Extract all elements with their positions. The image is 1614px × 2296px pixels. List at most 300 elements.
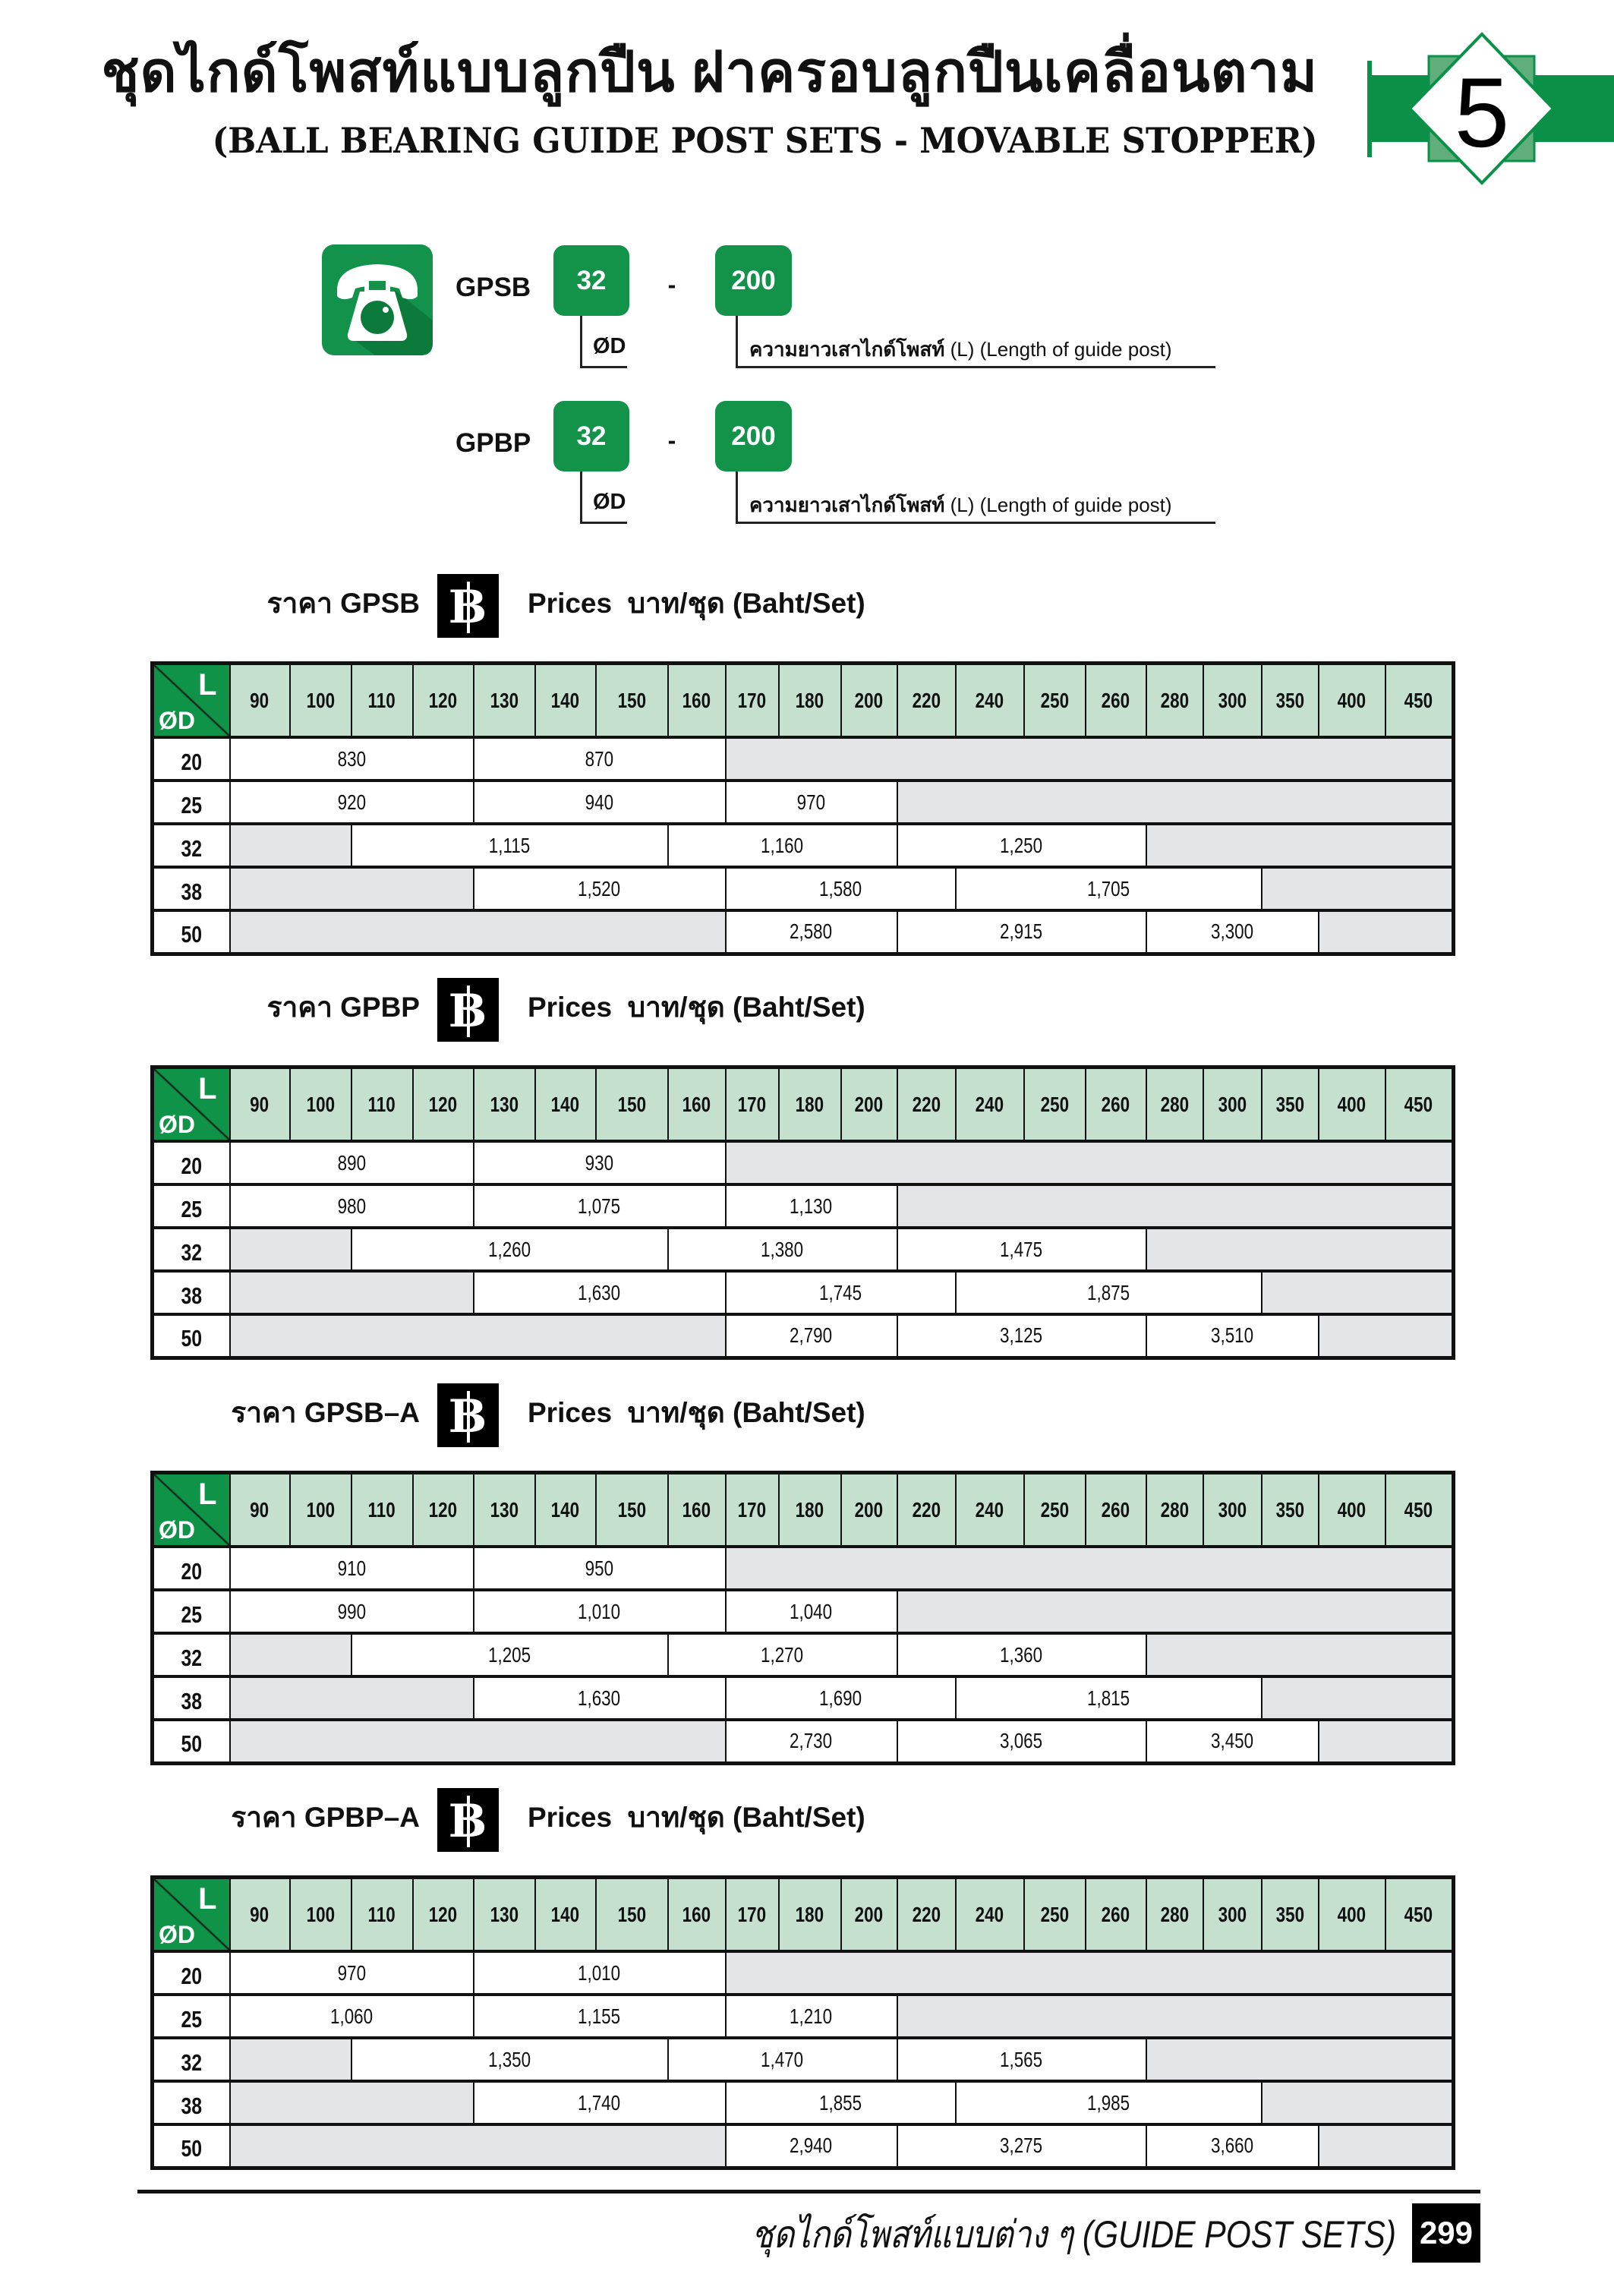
table-header-row [153,664,1454,738]
prices-label: Prices [528,588,613,619]
length-value: 100 [306,1497,335,1522]
svg-text:B: B [448,581,487,634]
table-row [153,1995,1454,2038]
length-value: 150 [617,1497,646,1522]
diameter-cell [153,2081,230,2124]
length-value: 120 [428,1092,458,1116]
length-header-cell [596,664,668,738]
length-header-cell [351,1068,413,1142]
length-header-cell [290,1068,351,1142]
table-row [153,1547,1454,1590]
diameter-cell [153,1547,230,1590]
price-value: 2,940 [790,2134,833,2158]
table-row [153,1676,1454,1720]
price-cell [726,2124,897,2168]
length-value: 130 [490,1497,519,1522]
price-cell [474,2081,726,2124]
price-value: 1,855 [818,2090,862,2115]
section-number: 5 [1454,57,1510,168]
unavailable-cell [1319,1314,1454,1358]
svg-text:B: B [448,985,487,1038]
unavailable-cell [230,2081,474,2124]
price-cell [726,1314,897,1358]
unit-label: บาท/ชุด (Baht/Set) [627,1802,865,1833]
price-cell [230,737,474,781]
length-value: 200 [854,1902,884,1926]
price-value: 1,520 [578,876,621,900]
diameter-value: 32 [181,1238,203,1266]
diameter-value: 50 [181,921,203,948]
diameter-cell [153,1676,230,1720]
corner-header-cell [153,664,230,738]
length-header-cell [1262,1878,1319,1952]
diameter-cell [153,1141,230,1184]
length-header-cell [1319,1068,1385,1142]
price-cell [897,1633,1146,1676]
diameter-leader-line [580,472,582,524]
length-header-cell [1262,1068,1319,1142]
diameter-leader-underline [580,522,627,524]
length-value: 200 [854,1497,884,1522]
length-header-cell [474,664,535,738]
price-value: 1,060 [329,2004,374,2028]
diameter-cell [153,2124,230,2168]
length-code-box: 200 [715,401,792,472]
diameter-cell [153,737,230,781]
length-header-cell [956,1878,1024,1952]
length-value: 260 [1101,688,1130,712]
length-value: 130 [490,1092,519,1116]
length-header-cell [1262,1473,1319,1547]
length-header-cell [779,1068,841,1142]
table-row [153,867,1454,910]
price-value: 1,985 [1086,2090,1130,2115]
length-header-cell [413,1068,474,1142]
length-value: 240 [975,1902,1004,1926]
length-axis-label: L [198,1882,217,1916]
length-label-english: (L) (Length of guide post) [950,338,1172,361]
unavailable-cell [1262,1676,1454,1720]
diameter-cell [153,1720,230,1763]
length-value: 250 [1040,688,1069,712]
unavailable-cell [1146,2038,1454,2081]
length-header-cell [1319,1473,1385,1547]
diameter-leader-line [580,316,582,368]
price-value: 1,350 [487,2047,531,2071]
table-row [153,2124,1454,2168]
price-table [150,1875,1455,2170]
price-cell [956,867,1262,910]
diameter-value: 20 [181,1557,203,1585]
price-cell [230,1995,474,2038]
diameter-cell [153,2038,230,2081]
section-badge-graphic [1363,30,1614,190]
page-title-english: (BALL BEARING GUIDE POST SETS - MOVABLE STOPPER) [212,120,1318,161]
price-cell [668,1633,897,1676]
table-header-row [153,1068,1454,1142]
length-value: 280 [1160,688,1189,712]
length-value: 350 [1275,1902,1304,1926]
diameter-value: 50 [181,1730,203,1758]
diameter-value: 32 [181,834,203,862]
length-value: 250 [1040,1902,1069,1926]
diameter-axis-label: ØD [159,1920,195,1948]
length-header-cell [668,664,726,738]
page-title-thai: ชุดไกด์โพสท์แบบลูกปืน ฝาครอบลูกปืนเคลื่อนตาม [101,40,1318,103]
price-value: 1,270 [761,1642,804,1667]
price-cell [726,2081,956,2124]
length-header-cell [230,664,290,738]
table-row [153,1951,1454,1995]
length-header-cell [726,664,779,738]
length-header-cell [779,1878,841,1952]
length-header-cell [779,1473,841,1547]
length-axis-label: L [198,668,217,702]
price-table-title: ราคา GPSB–A [231,1397,420,1428]
price-cell [1146,2124,1319,2168]
price-cell [726,910,897,954]
diameter-cell [153,1314,230,1358]
diameter-cell [153,1271,230,1314]
table-row [153,2038,1454,2081]
price-value: 870 [585,746,614,771]
price-unit-label [528,1801,865,1834]
length-leader-underline [736,522,1215,524]
model-label: GPBP [456,428,531,458]
length-header-cell [1086,664,1146,738]
length-value: 260 [1101,1497,1130,1522]
price-value: 1,815 [1086,1686,1130,1710]
length-value: 90 [250,1497,270,1522]
prices-label: Prices [528,1802,613,1833]
price-cell [897,2124,1146,2168]
unavailable-cell [1146,824,1454,867]
unavailable-cell [897,1590,1454,1633]
length-header-cell [351,1878,413,1952]
length-header-cell [841,1068,897,1142]
length-header-cell [1319,664,1385,738]
length-value: 260 [1101,1902,1130,1926]
price-cell [474,1141,726,1184]
length-header-cell [1024,1068,1086,1142]
length-value: 220 [912,1497,941,1522]
length-value: 200 [854,1092,884,1116]
table-row [153,1633,1454,1676]
length-header-cell [1086,1473,1146,1547]
length-header-cell [535,1473,596,1547]
unavailable-cell [1262,867,1454,910]
length-leader-line [736,472,738,524]
price-cell [474,1951,726,1995]
length-value: 240 [975,1497,1004,1522]
length-header-cell [668,1473,726,1547]
length-header-cell [668,1068,726,1142]
length-value: 250 [1040,1092,1069,1116]
price-value: 1,875 [1086,1280,1130,1304]
price-value: 950 [585,1556,614,1580]
length-value: 400 [1337,1902,1367,1926]
price-cell [230,1547,474,1590]
diameter-cell [153,1228,230,1271]
length-header-cell [1385,1473,1454,1547]
price-cell [726,1184,897,1228]
length-value: 400 [1337,1497,1367,1522]
length-header-cell [897,664,956,738]
length-value: 260 [1101,1092,1130,1116]
table-row [153,1720,1454,1763]
price-cell [897,2038,1146,2081]
length-value: 240 [975,1092,1004,1116]
length-value: 160 [682,1902,711,1926]
length-header-cell [290,664,351,738]
length-value: 350 [1275,1092,1304,1116]
model-label: GPSB [456,273,531,302]
length-header-cell [474,1068,535,1142]
unavailable-cell [726,1141,1454,1184]
length-value: 170 [737,1092,767,1116]
length-value: 110 [367,688,396,712]
price-value: 3,065 [1000,1729,1043,1753]
length-value: 300 [1218,1497,1247,1522]
price-value: 3,125 [1000,1323,1043,1348]
table-row [153,781,1454,824]
price-value: 1,210 [790,2004,833,2028]
price-value: 1,630 [578,1686,621,1710]
unavailable-cell [230,1720,726,1763]
length-label [749,494,1172,517]
table-header-row [153,1878,1454,1952]
unit-label: บาท/ชุด (Baht/Set) [627,992,865,1023]
unavailable-cell [1262,2081,1454,2124]
price-cell [897,1314,1146,1358]
corner-header-cell [153,1473,230,1547]
length-value: 160 [682,1092,711,1116]
page-number: 299 [1412,2203,1480,2263]
price-cell [474,1590,726,1633]
length-header-cell [668,1878,726,1952]
price-cell [726,1676,956,1720]
length-value: 150 [617,1902,646,1926]
length-label-english: (L) (Length of guide post) [950,494,1172,516]
baht-icon [437,978,499,1042]
table-row [153,1314,1454,1358]
length-leader-line [736,316,738,368]
diameter-value: 38 [181,1282,203,1309]
length-header-cell [1086,1068,1146,1142]
price-cell [474,1184,726,1228]
unavailable-cell [1319,1720,1454,1763]
length-header-cell [1024,1473,1086,1547]
unavailable-cell [230,824,351,867]
price-value: 830 [337,746,366,771]
length-value: 200 [854,688,884,712]
baht-icon [437,1788,499,1852]
price-value: 940 [585,790,614,814]
prices-label: Prices [528,992,613,1023]
price-value: 970 [796,790,826,814]
length-header-cell [596,1473,668,1547]
length-value: 140 [550,1902,580,1926]
length-value: 120 [428,688,458,712]
length-value: 300 [1218,1902,1247,1926]
price-value: 1,565 [1000,2047,1043,2071]
length-value: 180 [795,1902,824,1926]
length-value: 180 [795,1092,824,1116]
table-header-row [153,1473,1454,1547]
price-value: 1,260 [487,1237,531,1261]
price-cell [726,867,956,910]
diameter-value: 20 [181,1152,203,1179]
unavailable-cell [230,1228,351,1271]
diameter-value: 20 [181,1962,203,1989]
price-cell [230,1184,474,1228]
price-section-gpsb-a [0,1383,1614,1763]
price-table [150,1065,1455,1360]
price-cell [474,1676,726,1720]
price-value: 1,705 [1086,876,1130,900]
price-value: 1,155 [578,2004,621,2028]
length-header-cell [413,1473,474,1547]
price-value: 890 [337,1150,366,1175]
length-value: 400 [1337,1092,1367,1116]
diameter-code-box: 32 [553,401,629,472]
corner-header-cell [153,1878,230,1952]
price-cell [351,1633,668,1676]
length-value: 100 [306,1902,335,1926]
diameter-value: 32 [181,1644,203,1671]
diameter-value: 38 [181,878,203,905]
unavailable-cell [1319,910,1454,954]
price-cell [726,781,897,824]
diameter-leader-underline [580,366,627,368]
length-value: 90 [250,688,270,712]
price-value: 1,630 [578,1280,621,1304]
unavailable-cell [897,1995,1454,2038]
length-value: 300 [1218,1092,1247,1116]
length-header-cell [897,1473,956,1547]
price-value: 1,745 [818,1280,862,1304]
price-cell [726,1995,897,2038]
footer-chapter-title: ชุดไกด์โพสท์แบบต่าง ๆ (GUIDE POST SETS) [751,2213,1396,2256]
code-separator: - [667,271,676,298]
price-section-gpsb [0,574,1614,954]
unavailable-cell [1319,2124,1454,2168]
unavailable-cell [230,1271,474,1314]
price-cell [474,1995,726,2038]
diameter-code-box: 32 [553,245,629,316]
length-header-cell [956,664,1024,738]
price-value: 1,075 [578,1194,621,1218]
unavailable-cell [230,1314,726,1358]
length-header-cell [413,1878,474,1952]
unavailable-cell [1262,1271,1454,1314]
diameter-cell [153,824,230,867]
length-value: 140 [550,1092,580,1116]
price-value: 910 [337,1556,366,1580]
length-value: 110 [367,1902,396,1926]
length-value: 180 [795,1497,824,1522]
diameter-value: 20 [181,748,203,775]
length-header-cell [726,1068,779,1142]
length-header-cell [1203,1068,1262,1142]
length-header-cell [726,1473,779,1547]
diameter-value: 25 [181,791,203,818]
price-cell [230,1590,474,1633]
diameter-cell [153,867,230,910]
model-code-gpbp [0,401,1614,538]
unit-label: บาท/ชุด (Baht/Set) [627,588,865,619]
length-value: 160 [682,688,711,712]
table-row [153,1184,1454,1228]
length-value: 110 [367,1497,396,1522]
code-separator: - [667,427,676,454]
baht-icon [437,574,499,638]
table-row [153,1228,1454,1271]
table-row [153,1271,1454,1314]
length-header-cell [1262,664,1319,738]
unavailable-cell [897,781,1454,824]
length-value: 160 [682,1497,711,1522]
length-axis-label: L [198,1072,217,1105]
footer-divider [137,2190,1480,2194]
price-value: 1,580 [818,876,862,900]
price-value: 1,380 [761,1237,804,1261]
price-cell [897,1720,1146,1763]
prices-label: Prices [528,1397,613,1428]
price-table-title: ราคา GPBP–A [231,1802,420,1833]
price-value: 1,010 [578,1960,621,1985]
price-cell [351,824,668,867]
length-header-cell [413,664,474,738]
length-value: 280 [1160,1497,1189,1522]
price-value: 980 [337,1194,366,1218]
price-value: 1,115 [488,833,531,857]
price-value: 1,690 [818,1686,862,1710]
corner-diagonal [154,665,229,736]
price-value: 1,205 [487,1642,531,1667]
table-row [153,1141,1454,1184]
price-value: 3,660 [1210,2134,1254,2158]
length-value: 280 [1160,1092,1189,1116]
price-value: 990 [337,1599,366,1623]
length-header-cell [1385,664,1454,738]
price-table-title: ราคา GPSB [266,588,420,619]
price-value: 1,360 [1000,1642,1043,1667]
length-header-cell [1024,1878,1086,1952]
length-value: 450 [1404,688,1433,712]
price-value: 2,915 [1000,919,1043,944]
length-label-thai: ความยาวเสาไกด์โพสท์ [749,494,945,516]
length-header-cell [290,1878,351,1952]
corner-diagonal [154,1879,229,1950]
length-header-cell [1146,1473,1203,1547]
length-header-cell [1203,1878,1262,1952]
price-value: 2,730 [790,1729,833,1753]
price-cell [474,737,726,781]
length-header-cell [351,664,413,738]
length-value: 400 [1337,688,1367,712]
model-code-gpsb [0,245,1614,382]
diameter-value: 38 [181,1687,203,1714]
length-value: 220 [912,688,941,712]
length-header-cell [1024,664,1086,738]
unavailable-cell [1146,1228,1454,1271]
price-section-gpbp-a [0,1788,1614,2168]
baht-icon [437,1383,499,1447]
price-cell [726,1271,956,1314]
length-header-cell [1146,1878,1203,1952]
price-value: 3,275 [1000,2134,1043,2158]
